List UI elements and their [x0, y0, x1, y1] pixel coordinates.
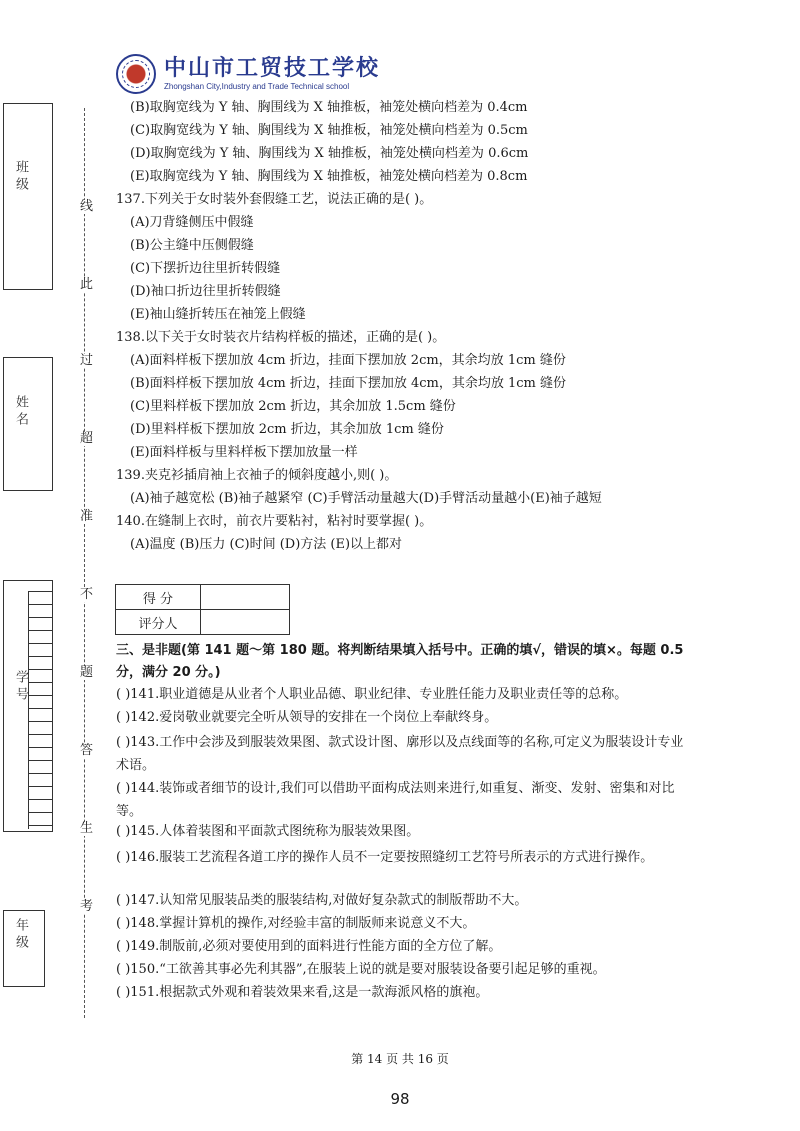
- q137-stem: 137.下列关于女时装外套假缝工艺，说法正确的是( )。: [116, 192, 433, 207]
- name-label: 姓 名: [13, 395, 28, 426]
- q137-option-a: (A)刀背缝侧压中假缝: [130, 215, 254, 230]
- tf-item-141: ( )141.职业道德是从业者个人职业品德、职业纪律、专业胜任能力及职业责任等的总称。: [116, 687, 628, 702]
- grade-label: 年 级: [13, 918, 28, 949]
- school-name-en: Zhongshan City,Industry and Trade Technical school: [164, 81, 350, 91]
- score-value-cell[interactable]: [201, 585, 290, 610]
- student-id-grid: [28, 591, 53, 829]
- seal-char: 不: [80, 587, 94, 602]
- q138-option-e: (E)面料样板与里料样板下摆加放量一样: [130, 445, 358, 460]
- q138-option-a: (A)面料样板下摆加放 4cm 折边，挂面下摆加放 2cm，其余均放 1cm 缝份: [130, 353, 566, 368]
- seal-char: 过: [80, 353, 94, 368]
- section3-heading: 三、是非题(第 141 题～第 180 题。将判断结果填入括号中。正确的填√，错误的填×。每题 0.5 分，满分 20 分。): [116, 643, 684, 680]
- q137-option-d: (D)袖口折边往里折转假缝: [130, 284, 281, 299]
- class-box: [3, 103, 53, 290]
- q138-option-b: (B)面料样板下摆加放 4cm 折边，挂面下摆加放 4cm，其余均放 1cm 缝份: [130, 376, 566, 391]
- seal-char: 生: [80, 821, 94, 836]
- grader-value-cell[interactable]: [201, 610, 290, 635]
- q137-option-e: (E)袖山缝折转压在袖笼上假缝: [130, 307, 306, 322]
- q136-option-b: (B)取胸宽线为 Y 轴、胸围线为 X 轴推板，袖笼处横向档差为 0.4cm: [130, 100, 528, 115]
- binding-dashed-line: [84, 108, 85, 1018]
- q138-stem: 138.以下关于女时装衣片结构样板的描述，正确的是( )。: [116, 330, 446, 345]
- seal-char: 考: [80, 899, 94, 914]
- q136-option-d: (D)取胸宽线为 Y 轴、胸围线为 X 轴推板，袖笼处横向档差为 0.6cm: [130, 146, 529, 161]
- tf-item-143: ( )143.工作中会涉及到服装效果图、款式设计图、廓形以及点线面等的名称,可定义为服装设计专业术语。: [116, 735, 684, 773]
- q137-option-c: (C)下摆折边往里折转假缝: [130, 261, 281, 276]
- tf-item-144: ( )144.装饰或者细节的设计,我们可以借助平面构成法则来进行,如重复、渐变、发射、密集和对比等。: [116, 781, 675, 819]
- tf-item-149: ( )149.制版前,必须对要使用到的面料进行性能方面的全方位了解。: [116, 939, 502, 954]
- score-label: 得 分: [116, 585, 201, 610]
- tf-item-142: ( )142.爱岗敬业就要完全听从领导的安排在一个岗位上奉献终身。: [116, 710, 498, 725]
- q139-stem: 139.夹克衫插肩袖上衣袖子的倾斜度越小,则( )。: [116, 468, 398, 483]
- score-table: [115, 584, 290, 635]
- seal-char: 此: [80, 277, 94, 292]
- seal-char: 准: [80, 509, 94, 524]
- tf-item-150: ( )150.“工欲善其事必先利其器”,在服装上说的就是要对服装设备要引起足够的重视。: [116, 962, 606, 977]
- q136-option-c: (C)取胸宽线为 Y 轴、胸围线为 X 轴推板，袖笼处横向档差为 0.5cm: [130, 123, 528, 138]
- seal-char: 超: [80, 431, 94, 446]
- tf-item-145: ( )145.人体着装图和平面款式图统称为服装效果图。: [116, 824, 420, 839]
- q138-option-d: (D)里料样板下摆加放 2cm 折边，其余加放 1cm 缝份: [130, 422, 444, 437]
- class-label: 班 级: [13, 160, 28, 191]
- page-number: 98: [390, 1090, 410, 1108]
- school-emblem-icon: [116, 54, 156, 94]
- tf-item-151: ( )151.根据款式外观和着装效果来看,这是一款海派风格的旗袍。: [116, 985, 489, 1000]
- tf-item-148: ( )148.掌握计算机的操作,对经验丰富的制版师来说意义不大。: [116, 916, 476, 931]
- seal-char: 题: [80, 665, 94, 680]
- page-footer: 第 14 页 共 16 页: [351, 1052, 449, 1066]
- student-id-label: 学 号: [13, 670, 28, 701]
- q138-option-c: (C)里料样板下摆加放 2cm 折边，其余加放 1.5cm 缝份: [130, 399, 456, 414]
- tf-item-147: ( )147.认知常见服装品类的服装结构,对做好复杂款式的制版帮助不大。: [116, 893, 528, 908]
- grader-label: 评分人: [116, 610, 201, 635]
- school-name-cn: 中山市工贸技工学校: [164, 55, 381, 81]
- q136-option-e: (E)取胸宽线为 Y 轴、胸围线为 X 轴推板，袖笼处横向档差为 0.8cm: [130, 169, 528, 184]
- school-logo: [116, 54, 380, 94]
- q140-stem: 140.在缝制上衣时，前衣片要粘衬，粘衬时要掌握( )。: [116, 514, 433, 529]
- q139-options: (A)袖子越宽松 (B)袖子越紧窄 (C)手臂活动量越大(D)手臂活动量越小(E)袖子越短: [130, 491, 602, 506]
- q140-options: (A)温度 (B)压力 (C)时间 (D)方法 (E)以上都对: [130, 537, 403, 552]
- seal-char: 答: [80, 743, 94, 758]
- q137-option-b: (B)公主缝中压侧假缝: [130, 238, 254, 253]
- tf-item-146: ( )146.服装工艺流程各道工序的操作人员不一定要按照缝纫工艺符号所表示的方式进行操作。: [116, 850, 654, 865]
- seal-char: 线: [80, 199, 94, 214]
